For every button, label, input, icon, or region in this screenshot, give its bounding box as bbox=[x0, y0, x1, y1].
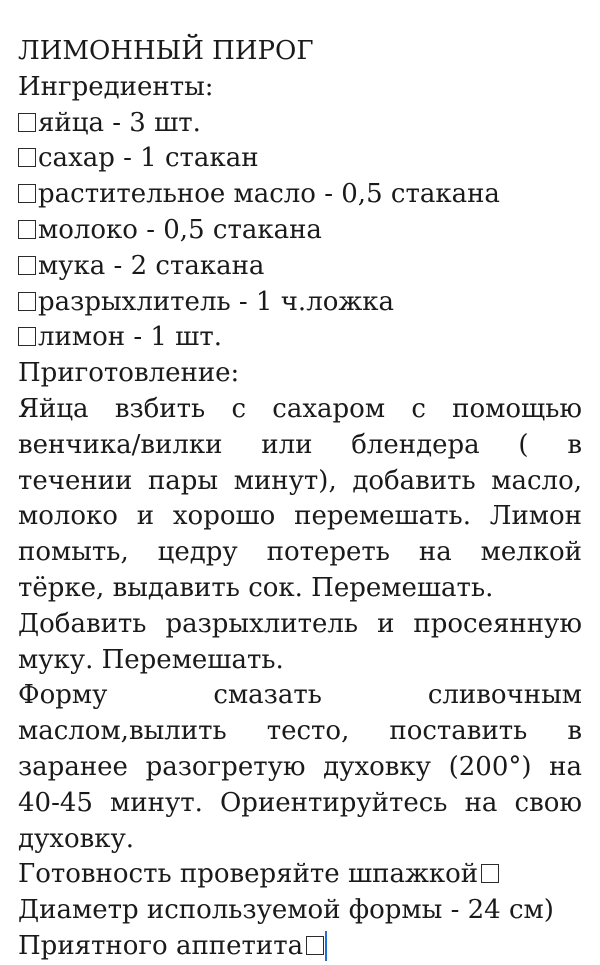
checkbox-icon bbox=[18, 256, 36, 275]
checkbox-icon bbox=[18, 292, 36, 311]
step-paragraph: Форму смазать сливочным маслом,вылить тесто, поставить в заранее разогретую духовку (200°) на 40-45 минут. Ориентируйтесь на свою духовку. bbox=[18, 680, 582, 854]
ingredient-item: растительное масло - 0,5 стакана bbox=[18, 177, 582, 213]
checkbox-icon bbox=[18, 184, 36, 203]
checkbox-icon bbox=[18, 148, 36, 167]
ingredients-heading: Ингредиенты: bbox=[18, 71, 214, 102]
recipe-title: ЛИМОННЫЙ ПИРОГ bbox=[18, 36, 314, 66]
ingredient-item: лимон - 1 шт. bbox=[18, 320, 582, 356]
ingredient-item: яйца - 3 шт. bbox=[18, 106, 582, 142]
ingredient-item: молоко - 0,5 стакана bbox=[18, 213, 582, 249]
ingredient-item: мука - 2 стакана bbox=[18, 249, 582, 285]
readiness-note: Готовность проверяйте шпажкой bbox=[18, 857, 582, 893]
document-page[interactable] bbox=[18, 34, 582, 965]
ingredient-item: сахар - 1 стакан bbox=[18, 141, 582, 177]
checkbox-icon bbox=[306, 936, 324, 955]
diameter-note: Диаметр используемой формы - 24 см) bbox=[18, 895, 554, 926]
checkbox-icon bbox=[18, 113, 36, 132]
text-cursor bbox=[325, 931, 327, 961]
step-paragraph: Добавить разрыхлитель и просеянную муку. Перемешать. bbox=[18, 608, 582, 675]
step-paragraph: Яйца взбить с сахаром с помощью венчика/вилки или блендера ( в течении пары минут), добавить масло, молоко и хорошо перемешать. Лимон помыть, цедру потереть на мелкой тёрке, выдавить сок. Перемешать. bbox=[18, 393, 582, 603]
checkbox-icon bbox=[18, 327, 36, 346]
checkbox-icon bbox=[481, 864, 499, 883]
closing-line: Приятного аппетита bbox=[18, 929, 582, 965]
checkbox-icon bbox=[18, 220, 36, 239]
ingredient-item: разрыхлитель - 1 ч.ложка bbox=[18, 285, 582, 321]
preparation-heading: Приготовление: bbox=[18, 358, 240, 389]
